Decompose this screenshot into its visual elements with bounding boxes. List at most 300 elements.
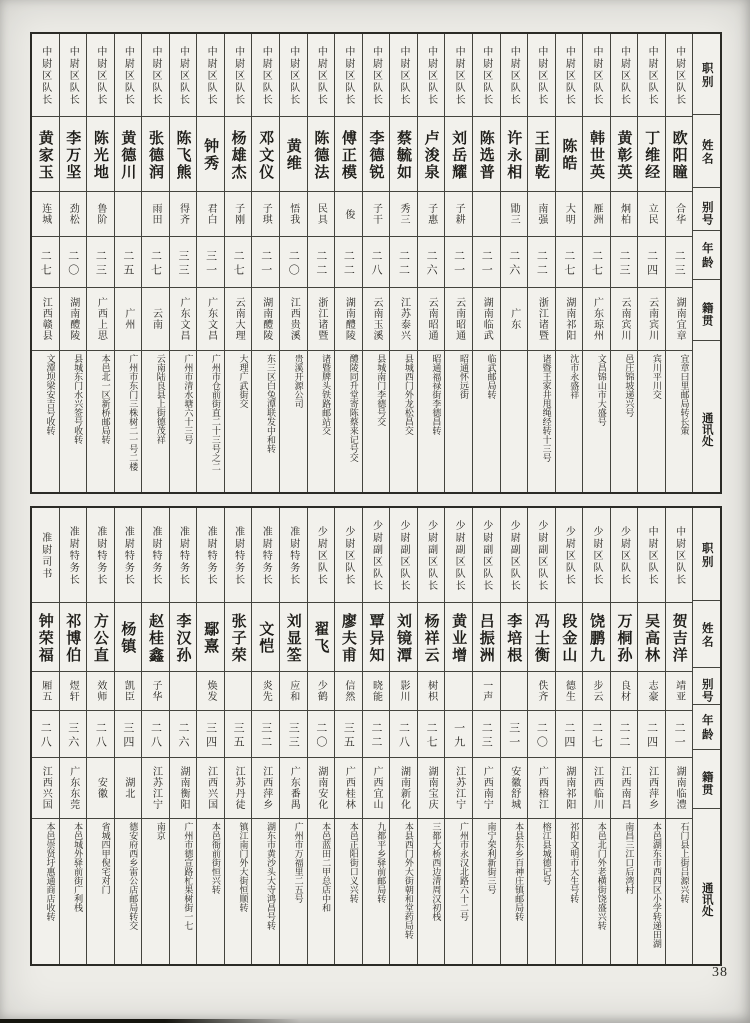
address-text: 广州市清水塘六十三号 [183, 354, 194, 444]
age-cell [225, 237, 252, 288]
age-text: 二〇 [535, 721, 548, 750]
rank-cell [252, 34, 279, 117]
age-cell [556, 237, 583, 288]
name-cell [473, 117, 500, 192]
origin-text: 江西兴国 [205, 766, 217, 810]
header-rank-cell [693, 34, 720, 115]
address-cell [666, 819, 693, 964]
rank-cell [115, 34, 142, 117]
address-text: 本县东乡百神庄镇邮局转 [514, 822, 525, 921]
address-cell [501, 819, 528, 964]
name-cell [170, 603, 197, 672]
alias-cell [225, 672, 252, 711]
name-cell [363, 117, 390, 192]
origin-text: 安徽舒城 [508, 766, 520, 810]
alias-text: 良材 [618, 680, 630, 702]
name-cell [611, 117, 638, 192]
rank-text: 准尉特务长 [260, 526, 272, 586]
rank-cell [363, 34, 390, 117]
rank-text: 中尉区队长 [232, 46, 244, 106]
rank-text: 少尉副区队长 [425, 520, 437, 592]
origin-cell [611, 288, 638, 351]
address-text: 本县西门外大街朝和堂药局转 [403, 822, 414, 939]
alias-cell [60, 192, 87, 237]
name-cell [197, 117, 224, 192]
address-text: 宜章曰里邮局转长策 [679, 354, 690, 435]
address-text: 南京 [155, 822, 166, 840]
rank-text: 准尉特务长 [94, 526, 106, 586]
person-column [472, 34, 500, 492]
age-text: 二一 [259, 249, 272, 278]
name-cell [280, 117, 307, 192]
person-column [279, 508, 307, 964]
alias-text: 信然 [342, 680, 354, 702]
person-column [224, 508, 252, 964]
age-cell [445, 237, 472, 288]
address-text: 本邑北门外老横街饶盛兴转 [596, 822, 607, 930]
origin-cell [32, 758, 59, 819]
header-alias-cell [693, 668, 720, 705]
address-cell [583, 351, 610, 492]
origin-text: 湖南祁阳 [563, 297, 575, 341]
age-text: 二七 [425, 721, 438, 750]
address-cell [170, 351, 197, 492]
origin-cell [170, 288, 197, 351]
origin-cell [115, 288, 142, 351]
address-text: 东三区白兔潭联发中和转 [266, 354, 276, 453]
origin-text: 广东琼州 [591, 297, 603, 341]
address-text: 文昌锦山市大盛号 [596, 354, 607, 426]
alias-cell [363, 192, 390, 237]
alias-text: 连城 [39, 203, 51, 225]
alias-cell [528, 192, 555, 237]
age-cell [308, 711, 335, 758]
origin-cell [60, 758, 87, 819]
address-cell [60, 819, 87, 964]
age-cell [583, 237, 610, 288]
origin-cell [666, 758, 693, 819]
person-column [334, 34, 362, 492]
name-text: 杨祥云 [422, 612, 439, 664]
person-column [555, 34, 583, 492]
age-cell [418, 237, 445, 288]
rank-text: 少尉区队长 [315, 526, 327, 586]
alias-cell [335, 672, 362, 711]
name-text: 刘岳耀 [450, 129, 467, 181]
age-text: 二一 [480, 249, 493, 278]
address-cell [252, 351, 279, 492]
person-column [637, 508, 665, 964]
origin-text: 江西萍乡 [646, 766, 658, 810]
rank-text: 少尉区队长 [618, 526, 630, 586]
origin-text: 广东 [508, 308, 520, 330]
name-text: 李培根 [505, 612, 522, 664]
person-column [59, 508, 87, 964]
name-text: 杨雄杰 [229, 129, 246, 181]
name-cell [666, 117, 693, 192]
origin-cell [280, 758, 307, 819]
rank-text: 中尉区队长 [177, 46, 189, 106]
rank-cell [32, 34, 59, 117]
person-column [610, 34, 638, 492]
origin-text: 广西榕江 [536, 766, 548, 810]
origin-text: 广东文昌 [205, 297, 217, 341]
age-cell [252, 711, 279, 758]
name-cell [390, 117, 417, 192]
address-cell [445, 351, 472, 492]
rank-text: 中尉区队长 [453, 46, 465, 106]
origin-cell [225, 288, 252, 351]
address-text: 广州市德宣路杧果树街一七 [183, 822, 194, 930]
age-cell [611, 711, 638, 758]
address-text: 本邑蓝田二甲总店中和 [321, 822, 332, 912]
rank-cell [87, 508, 114, 603]
name-text: 杨镇 [119, 621, 136, 655]
origin-text: 广州 [122, 308, 134, 330]
address-text: 湖东市黄沙头大寺鸿昌号转 [266, 822, 276, 930]
address-cell [335, 351, 362, 492]
age-cell [638, 237, 665, 288]
address-cell [308, 819, 335, 964]
age-text: 二四 [645, 249, 658, 278]
rank-cell [60, 508, 87, 603]
alias-cell [252, 672, 279, 711]
origin-cell [390, 288, 417, 351]
age-text: 二八 [149, 721, 162, 750]
alias-text: 劲松 [67, 203, 79, 225]
origin-text: 江苏丹徒 [233, 766, 245, 810]
header-origin-cell [693, 280, 720, 341]
age-cell [501, 711, 528, 758]
alias-text: 影川 [398, 680, 410, 702]
age-text: 二八 [39, 721, 52, 750]
name-text: 钟秀 [202, 138, 219, 172]
address-text: 县城南门李德号交 [376, 354, 387, 426]
age-cell [225, 711, 252, 758]
rank-text: 中尉区队长 [508, 46, 520, 106]
name-text: 黄德川 [119, 129, 136, 181]
name-cell [87, 117, 114, 192]
name-cell [528, 117, 555, 192]
rank-text: 准尉特务长 [149, 526, 161, 586]
page-number: 38 [712, 965, 728, 980]
rank-cell [583, 508, 610, 603]
name-text: 刘镜潭 [395, 612, 412, 664]
name-cell [445, 603, 472, 672]
person-column [224, 34, 252, 492]
address-cell [638, 819, 665, 964]
origin-text: 浙江诸暨 [315, 297, 327, 341]
alias-text: 焕发 [205, 680, 217, 702]
address-cell [611, 819, 638, 964]
alias-cell [252, 192, 279, 237]
rank-cell [501, 508, 528, 603]
age-text: 二四 [645, 721, 658, 750]
header-origin-label: 籍贯 [700, 770, 713, 796]
rank-text: 少尉区队长 [342, 526, 354, 586]
person-column [196, 34, 224, 492]
name-cell [197, 603, 224, 672]
rank-cell [473, 508, 500, 603]
alias-cell [280, 672, 307, 711]
alias-text: 步云 [590, 680, 602, 702]
origin-cell [142, 288, 169, 351]
origin-text: 广东东莞 [67, 766, 79, 810]
person-column [527, 508, 555, 964]
name-cell [225, 117, 252, 192]
origin-cell [308, 758, 335, 819]
alias-cell [666, 672, 693, 711]
person-column [610, 508, 638, 964]
age-text: 三五 [342, 721, 355, 750]
alias-text: 志豪 [646, 680, 658, 702]
address-cell [445, 819, 472, 964]
person-column [86, 34, 114, 492]
person-column [279, 34, 307, 492]
age-text: 一九 [452, 721, 465, 750]
address-cell [390, 819, 417, 964]
age-text: 二二 [369, 721, 382, 750]
origin-text: 广西上思 [95, 297, 107, 341]
person-column [444, 34, 472, 492]
name-cell [583, 117, 610, 192]
address-text: 县城东门水兴签号收转 [73, 354, 84, 444]
address-text: 大理广武街交 [238, 354, 249, 408]
address-cell [556, 819, 583, 964]
origin-cell [473, 758, 500, 819]
name-text: 贺吉洋 [670, 612, 687, 664]
address-cell [87, 819, 114, 964]
rank-text: 少尉副区队长 [453, 520, 465, 592]
address-cell [142, 819, 169, 964]
alias-cell [308, 672, 335, 711]
name-cell [418, 117, 445, 192]
alias-text: 德生 [563, 680, 575, 702]
origin-text: 湖南安化 [315, 766, 327, 810]
alias-cell [225, 192, 252, 237]
rank-text: 准尉特务长 [287, 526, 299, 586]
origin-text: 湖南临武 [481, 297, 493, 341]
age-text: 二〇 [66, 249, 79, 278]
alias-text: 炎先 [260, 680, 272, 702]
age-cell [170, 711, 197, 758]
rank-cell [611, 508, 638, 603]
rank-cell [280, 508, 307, 603]
address-cell [197, 819, 224, 964]
address-cell [60, 351, 87, 492]
origin-cell [445, 758, 472, 819]
alias-text: 效师 [94, 680, 106, 702]
person-column [417, 34, 445, 492]
rank-text: 少尉副区队长 [535, 520, 547, 592]
person-column [582, 508, 610, 964]
header-name-cell [693, 601, 720, 668]
name-text: 祁博伯 [64, 612, 81, 664]
alias-text: 悟我 [287, 203, 299, 225]
address-text: 本邑城外驿前街广利栈 [73, 822, 84, 912]
age-cell [308, 237, 335, 288]
person-column [169, 508, 197, 964]
origin-cell [501, 758, 528, 819]
age-cell [611, 237, 638, 288]
origin-text: 云南宾川 [646, 297, 658, 341]
name-cell [225, 603, 252, 672]
origin-cell [583, 758, 610, 819]
age-text: 二二 [342, 249, 355, 278]
age-text: 二二 [314, 249, 327, 278]
origin-cell [197, 758, 224, 819]
name-cell [390, 603, 417, 672]
origin-cell [335, 758, 362, 819]
origin-text: 湖南新化 [398, 766, 410, 810]
age-text: 二五 [121, 249, 134, 278]
person-column [251, 34, 279, 492]
alias-text: 大明 [563, 203, 575, 225]
address-text: 醴陵同升堂寄陈蔡来记号交 [348, 354, 359, 462]
rank-text: 中尉区队长 [563, 46, 575, 106]
age-cell [666, 237, 693, 288]
origin-text: 广西桂林 [343, 766, 355, 810]
name-cell [142, 117, 169, 192]
age-text: 三三 [177, 249, 190, 278]
alias-text: 立民 [646, 203, 658, 225]
origin-cell [473, 288, 500, 351]
address-text: 诸暨王家井甩绳经转十三号 [541, 354, 552, 462]
age-text: 三四 [204, 721, 217, 750]
name-cell [60, 117, 87, 192]
origin-text: 云南大理 [233, 297, 245, 341]
rank-cell [252, 508, 279, 603]
person-column [500, 34, 528, 492]
rank-cell [528, 34, 555, 117]
rank-text: 中尉区队长 [646, 46, 658, 106]
rank-cell [115, 508, 142, 603]
alias-cell [390, 192, 417, 237]
address-text: 贵溪开源公司 [293, 354, 304, 408]
address-text: 本邑北一区新桥邮局转 [100, 354, 111, 444]
address-cell [363, 819, 390, 964]
alias-text: 秀三 [398, 203, 410, 225]
age-text: 三五 [232, 721, 245, 750]
person-column [59, 34, 87, 492]
age-cell [335, 711, 362, 758]
header-name-label: 姓名 [700, 138, 713, 166]
alias-cell [501, 672, 528, 711]
address-cell [390, 351, 417, 492]
name-text: 傅正模 [339, 129, 356, 181]
age-text: 二八 [94, 721, 107, 750]
alias-cell [142, 672, 169, 711]
person-column [86, 508, 114, 964]
alias-cell [115, 672, 142, 711]
roster-table-bottom [30, 506, 722, 966]
name-text: 黄家玉 [36, 129, 53, 181]
origin-text: 江西南昌 [619, 766, 631, 810]
name-cell [87, 603, 114, 672]
alias-text: 鲁阶 [94, 203, 106, 225]
name-cell [308, 603, 335, 672]
origin-cell [583, 288, 610, 351]
rank-cell [583, 34, 610, 117]
address-text: 昭通福禄街李德昌转 [431, 354, 442, 435]
origin-text: 江苏江宁 [150, 766, 162, 810]
age-text: 三四 [121, 721, 134, 750]
alias-cell [280, 192, 307, 237]
rank-text: 中尉区队长 [646, 526, 658, 586]
origin-cell [252, 288, 279, 351]
alias-cell [528, 672, 555, 711]
alias-text: 民具 [315, 203, 327, 225]
origin-cell [60, 288, 87, 351]
alias-cell [638, 192, 665, 237]
address-text: 本邑崇贤圩惠通商店收转 [45, 822, 56, 921]
rank-cell [60, 34, 87, 117]
address-cell [280, 351, 307, 492]
age-text: 二六 [507, 249, 520, 278]
address-cell [280, 819, 307, 964]
origin-cell [142, 758, 169, 819]
age-text: 三一 [204, 249, 217, 278]
name-cell [115, 117, 142, 192]
person-column [32, 34, 59, 492]
origin-cell [87, 288, 114, 351]
address-cell [528, 351, 555, 492]
person-column [169, 34, 197, 492]
origin-cell [197, 288, 224, 351]
alias-cell [556, 672, 583, 711]
address-cell [556, 351, 583, 492]
address-text: 本邑湖东市西四区小学转递田湖 [651, 822, 662, 948]
origin-text: 浙江诸暨 [536, 297, 548, 341]
name-cell [418, 603, 445, 672]
address-text: 邑庄锦坡递兴号 [624, 354, 635, 417]
name-text: 许永相 [505, 129, 522, 181]
rank-text: 准尉特务长 [232, 526, 244, 586]
alias-text: 树枳 [425, 680, 437, 702]
address-cell [308, 351, 335, 492]
alias-text: 煜轩 [67, 680, 79, 702]
alias-cell [473, 192, 500, 237]
origin-cell [335, 288, 362, 351]
address-cell [501, 351, 528, 492]
origin-text: 湖南醴陵 [260, 297, 272, 341]
name-text: 吴高林 [643, 612, 660, 664]
age-text: 三六 [66, 721, 79, 750]
age-text: 二三 [94, 249, 107, 278]
age-cell [142, 237, 169, 288]
origin-text: 云南宾川 [619, 297, 631, 341]
alias-cell [115, 192, 142, 237]
person-column [114, 508, 142, 964]
age-cell [32, 711, 59, 758]
rank-cell [335, 508, 362, 603]
header-rank-label: 职别 [700, 541, 713, 569]
address-text: 榕江县城德记号 [541, 822, 552, 885]
rank-text: 少尉副区队长 [480, 520, 492, 592]
header-age-cell [693, 231, 720, 280]
rank-text: 中尉区队长 [205, 46, 217, 106]
rank-text: 中尉区队长 [425, 46, 437, 106]
person-column [665, 508, 693, 964]
age-text: 二七 [562, 249, 575, 278]
rank-cell [445, 508, 472, 603]
name-text: 蔡毓如 [395, 129, 412, 181]
age-text: 二二 [397, 249, 410, 278]
address-cell [418, 819, 445, 964]
age-cell [280, 237, 307, 288]
alias-text: 厢五 [39, 680, 51, 702]
name-text: 赵桂鑫 [146, 612, 163, 664]
